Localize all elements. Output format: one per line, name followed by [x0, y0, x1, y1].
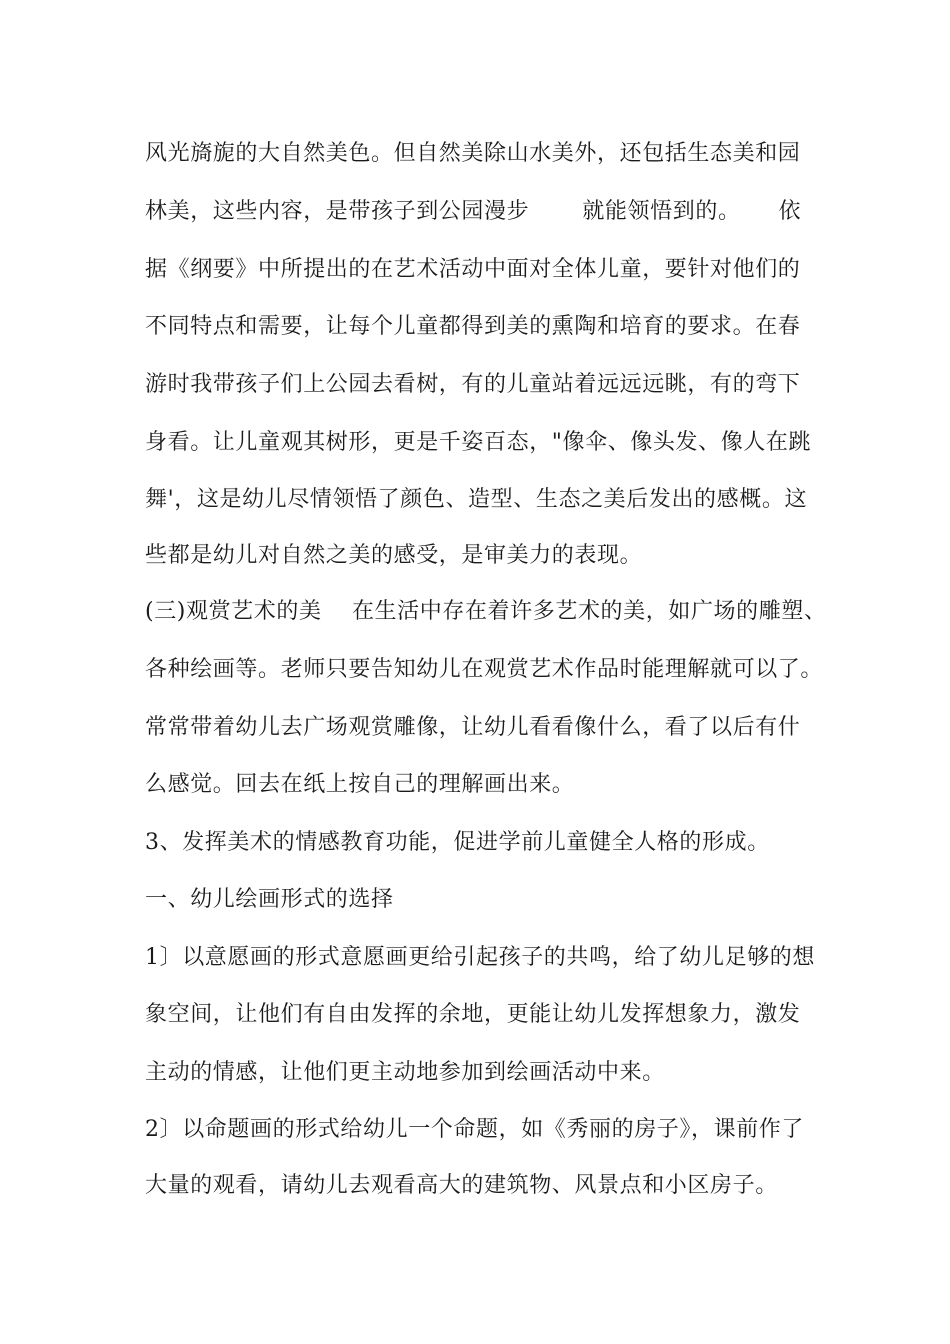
text-line: 主动的情感，让他们更主动地参加到绘画活动中来。 — [145, 1060, 665, 1085]
text-line: 各种绘画等。老师只要告知幼儿在观赏艺术作品时能理解就可以了。 — [145, 657, 824, 682]
text-line: 些都是幼儿对自然之美的感受，是审美力的表现。 — [145, 543, 643, 568]
numbered-heading: 3、发挥美术的情感教育功能，促进学前儿童健全人格的形成。 — [145, 830, 770, 855]
list-item-line: 2〕以命题画的形式给幼儿一个命题，如《秀丽的房子》，课前作了 — [145, 1117, 804, 1142]
text-line: 不同特点和需要，让每个儿童都得到美的熏陶和培育的要求。在春 — [145, 314, 801, 339]
text-line: 舞'，这是幼儿尽情领悟了颜色、造型、生态之美后发出的感概。这 — [145, 487, 808, 512]
text-line: 身看。让儿童观其树形，更是千姿百态，"像伞、像头发、像人在跳 — [145, 430, 812, 455]
section-heading-line: (三)观赏艺术的美 在生活中存在着许多艺术的美，如广场的雕塑、 — [145, 599, 827, 624]
text-line: 据《纲要》中所提出的在艺术活动中面对全体儿童，要针对他们的 — [145, 257, 801, 282]
list-item-line: 1〕以意愿画的形式意愿画更给引起孩子的共鸣，给了幼儿足够的想 — [145, 945, 815, 970]
text-line: 大量的观看，请幼儿去观看高大的建筑物、风景点和小区房子。 — [145, 1173, 778, 1198]
text-line: 风光旖旎的大自然美色。但自然美除山水美外，还包括生态美和园 — [145, 141, 801, 166]
text-line: 象空间，让他们有自由发挥的余地，更能让幼儿发挥想象力，激发 — [145, 1002, 801, 1027]
text-line: 常常带着幼儿去广场观赏雕像，让幼儿看看像什么，看了以后有什 — [145, 715, 801, 740]
text-line: 林美，这些内容，是带孩子到公园漫步 就能领悟到的。 依 — [145, 199, 802, 224]
section-heading: 一、幼儿绘画形式的选择 — [145, 887, 394, 912]
text-line: 么感觉。回去在纸上按自己的理解画出来。 — [145, 772, 575, 797]
text-line: 游时我带孩子们上公园去看树，有的儿童站着远远远眺，有的弯下 — [145, 372, 801, 397]
